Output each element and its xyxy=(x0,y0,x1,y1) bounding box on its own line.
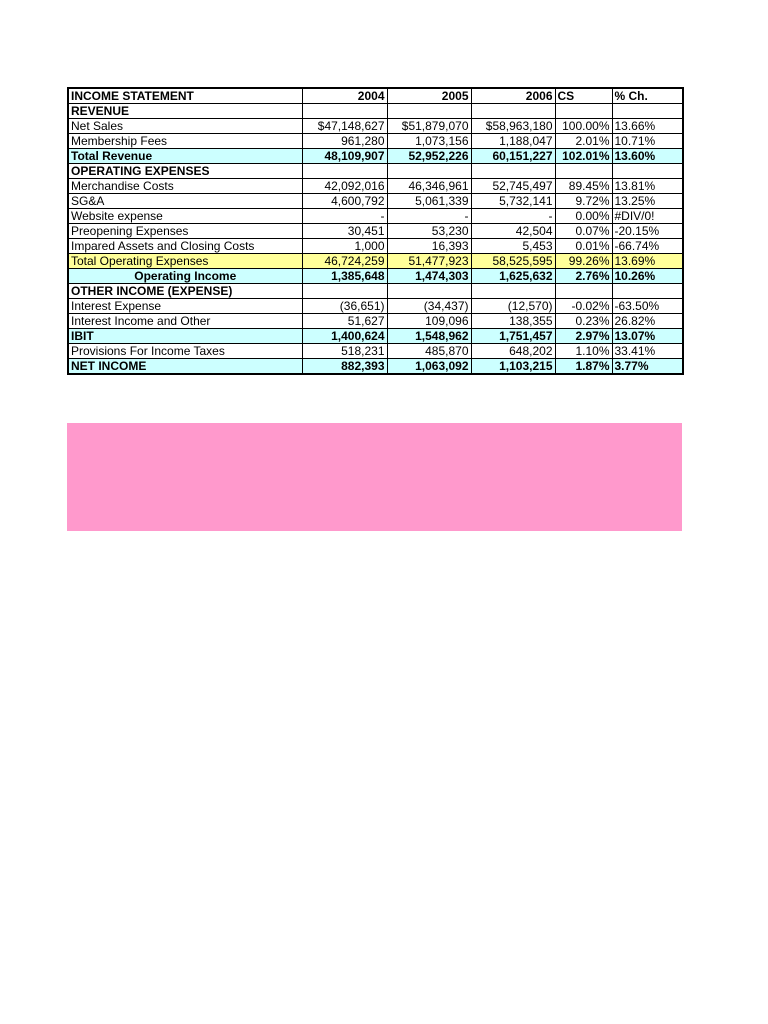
cell-2006[interactable]: 1,103,215 xyxy=(471,359,555,375)
cs-header[interactable]: CS xyxy=(555,88,612,104)
cell[interactable] xyxy=(555,164,612,179)
cell-pct[interactable]: -63.50% xyxy=(612,299,683,314)
cell[interactable] xyxy=(612,284,683,299)
cell-2004[interactable]: 518,231 xyxy=(302,344,387,359)
table-row xyxy=(68,314,683,329)
cell-2005[interactable]: 1,073,156 xyxy=(387,134,471,149)
cell-2006[interactable]: 138,355 xyxy=(471,314,555,329)
cell-pct[interactable]: 13.69% xyxy=(612,254,683,269)
cell-2004[interactable]: $47,148,627 xyxy=(302,119,387,134)
cell-2004[interactable]: 30,451 xyxy=(302,224,387,239)
row-label[interactable]: Membership Fees xyxy=(68,134,302,149)
cell[interactable] xyxy=(555,284,612,299)
cell-2006[interactable]: 5,732,141 xyxy=(471,194,555,209)
cell-cs[interactable]: 0.07% xyxy=(555,224,612,239)
cell-cs[interactable]: 89.45% xyxy=(555,179,612,194)
table-row xyxy=(68,119,683,134)
cell-2005[interactable]: 51,477,923 xyxy=(387,254,471,269)
operating-income-row xyxy=(68,269,683,284)
pct-change-header[interactable]: % Ch. xyxy=(612,88,683,104)
section-row-operating-expenses xyxy=(68,164,683,179)
year-2006-header[interactable]: 2006 xyxy=(471,88,555,104)
cell-cs[interactable]: 0.00% xyxy=(555,209,612,224)
cell-2006[interactable]: 648,202 xyxy=(471,344,555,359)
cell-pct[interactable]: -20.15% xyxy=(612,224,683,239)
cell-pct[interactable]: 10.71% xyxy=(612,134,683,149)
cell[interactable] xyxy=(612,104,683,119)
cell-2004[interactable]: 51,627 xyxy=(302,314,387,329)
year-2004-header[interactable]: 2004 xyxy=(302,88,387,104)
cell-2006[interactable]: 60,151,227 xyxy=(471,149,555,164)
cell-2006[interactable]: 52,745,497 xyxy=(471,179,555,194)
ibit-row xyxy=(68,329,683,344)
cell-2005[interactable]: 1,548,962 xyxy=(387,329,471,344)
row-label[interactable]: SG&A xyxy=(68,194,302,209)
cell-2005[interactable]: 53,230 xyxy=(387,224,471,239)
row-label[interactable]: Merchandise Costs xyxy=(68,179,302,194)
cell-2004[interactable]: (36,651) xyxy=(302,299,387,314)
cell[interactable] xyxy=(387,164,471,179)
cell-cs[interactable]: 1.87% xyxy=(555,359,612,375)
header-row xyxy=(68,88,683,104)
cell-cs[interactable]: 0.01% xyxy=(555,239,612,254)
cell-cs[interactable]: 102.01% xyxy=(555,149,612,164)
cell-2004[interactable]: 882,393 xyxy=(302,359,387,375)
cell-2004[interactable]: 4,600,792 xyxy=(302,194,387,209)
cell-pct[interactable]: 33.41% xyxy=(612,344,683,359)
row-label[interactable]: Total Operating Expenses xyxy=(68,254,302,269)
row-label[interactable]: Interest Income and Other xyxy=(68,314,302,329)
cell-pct[interactable]: 10.26% xyxy=(612,269,683,284)
table-row xyxy=(68,239,683,254)
cell[interactable] xyxy=(387,284,471,299)
cell-2006[interactable]: (12,570) xyxy=(471,299,555,314)
cell-2004[interactable]: 46,724,259 xyxy=(302,254,387,269)
row-label[interactable]: Website expense xyxy=(68,209,302,224)
cell-2005[interactable]: 109,096 xyxy=(387,314,471,329)
income-statement-table xyxy=(67,87,684,375)
total-revenue-row xyxy=(68,149,683,164)
cell-cs[interactable]: -0.02% xyxy=(555,299,612,314)
row-label[interactable]: Operating Income xyxy=(68,269,302,284)
section-label[interactable]: REVENUE xyxy=(68,104,302,119)
cell-2005[interactable]: 16,393 xyxy=(387,239,471,254)
cell-pct[interactable]: 13.81% xyxy=(612,179,683,194)
cell-2006[interactable]: 42,504 xyxy=(471,224,555,239)
row-label[interactable]: NET INCOME xyxy=(68,359,302,375)
net-income-row xyxy=(68,359,683,375)
cell[interactable] xyxy=(302,104,387,119)
table-row xyxy=(68,179,683,194)
table-row xyxy=(68,194,683,209)
cell-2006[interactable]: 5,453 xyxy=(471,239,555,254)
cell-2005[interactable]: 1,474,303 xyxy=(387,269,471,284)
cell-pct[interactable]: 3.77% xyxy=(612,359,683,375)
cell-2005[interactable]: 52,952,226 xyxy=(387,149,471,164)
cell[interactable] xyxy=(471,104,555,119)
cell-cs[interactable]: 9.72% xyxy=(555,194,612,209)
cell-2006[interactable]: 1,188,047 xyxy=(471,134,555,149)
cell-cs[interactable]: 99.26% xyxy=(555,254,612,269)
cell-2006[interactable]: 1,751,457 xyxy=(471,329,555,344)
cell-2006[interactable]: 58,525,595 xyxy=(471,254,555,269)
cell[interactable] xyxy=(302,284,387,299)
section-label[interactable]: OPERATING EXPENSES xyxy=(68,164,302,179)
section-label[interactable]: OTHER INCOME (EXPENSE) xyxy=(68,284,302,299)
cell-pct[interactable]: 13.66% xyxy=(612,119,683,134)
cell-2004[interactable]: 42,092,016 xyxy=(302,179,387,194)
year-2005-header[interactable]: 2005 xyxy=(387,88,471,104)
cell[interactable] xyxy=(555,104,612,119)
cell-cs[interactable]: 100.00% xyxy=(555,119,612,134)
table-row xyxy=(68,134,683,149)
cell-2005[interactable]: (34,437) xyxy=(387,299,471,314)
table-row xyxy=(68,299,683,314)
cell-pct[interactable]: 13.60% xyxy=(612,149,683,164)
row-label[interactable]: Impared Assets and Closing Costs xyxy=(68,239,302,254)
cell-2005[interactable]: 5,061,339 xyxy=(387,194,471,209)
cell-2004[interactable]: 1,000 xyxy=(302,239,387,254)
cell[interactable] xyxy=(612,164,683,179)
row-label[interactable]: Interest Expense xyxy=(68,299,302,314)
cell-pct[interactable]: #DIV/0! xyxy=(612,209,683,224)
table-row xyxy=(68,209,683,224)
cell-2004[interactable]: - xyxy=(302,209,387,224)
cell-2006[interactable]: 1,625,632 xyxy=(471,269,555,284)
cell[interactable] xyxy=(302,164,387,179)
table-row xyxy=(68,344,683,359)
row-label[interactable]: Net Sales xyxy=(68,119,302,134)
cell[interactable] xyxy=(471,164,555,179)
cell-2005[interactable]: - xyxy=(387,209,471,224)
cell-2006[interactable]: $58,963,180 xyxy=(471,119,555,134)
cell[interactable] xyxy=(471,284,555,299)
total-operating-expenses-row xyxy=(68,254,683,269)
row-label[interactable]: IBIT xyxy=(68,329,302,344)
cell-pct[interactable]: 13.25% xyxy=(612,194,683,209)
statement-title[interactable]: INCOME STATEMENT xyxy=(68,88,302,104)
cell-cs[interactable]: 1.10% xyxy=(555,344,612,359)
cell-pct[interactable]: -66.74% xyxy=(612,239,683,254)
row-label[interactable]: Total Revenue xyxy=(68,149,302,164)
cell[interactable] xyxy=(387,104,471,119)
cell-2005[interactable]: $51,879,070 xyxy=(387,119,471,134)
cell-2005[interactable]: 1,063,092 xyxy=(387,359,471,375)
cell-2004[interactable]: 48,109,907 xyxy=(302,149,387,164)
cell-2004[interactable]: 961,280 xyxy=(302,134,387,149)
cell-2006[interactable]: - xyxy=(471,209,555,224)
cell-cs[interactable]: 2.76% xyxy=(555,269,612,284)
cell-2005[interactable]: 485,870 xyxy=(387,344,471,359)
table-row xyxy=(68,224,683,239)
cell-2004[interactable]: 1,400,624 xyxy=(302,329,387,344)
cell-2004[interactable]: 1,385,648 xyxy=(302,269,387,284)
cell-2005[interactable]: 46,346,961 xyxy=(387,179,471,194)
cell-cs[interactable]: 2.97% xyxy=(555,329,612,344)
cell-pct[interactable]: 26.82% xyxy=(612,314,683,329)
cell-pct[interactable]: 13.07% xyxy=(612,329,683,344)
section-row-other-income xyxy=(68,284,683,299)
cell-cs[interactable]: 2.01% xyxy=(555,134,612,149)
pink-highlight-box xyxy=(67,423,682,531)
cell-cs[interactable]: 0.23% xyxy=(555,314,612,329)
section-row-revenue xyxy=(68,104,683,119)
row-label[interactable]: Preopening Expenses xyxy=(68,224,302,239)
row-label[interactable]: Provisions For Income Taxes xyxy=(68,344,302,359)
